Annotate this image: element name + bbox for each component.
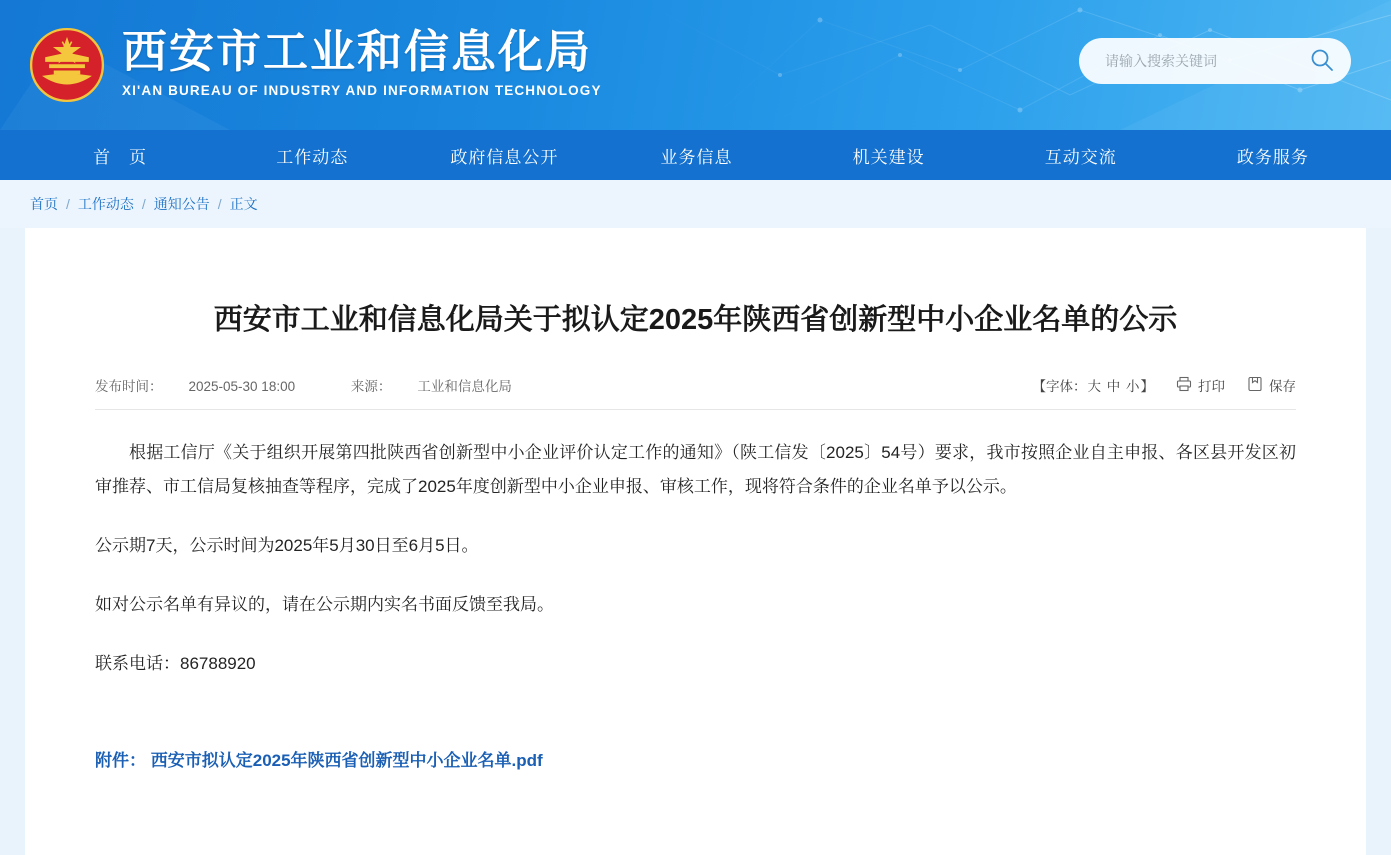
- page-background: [0, 228, 1391, 855]
- article-paragraph: 公示期7天，公示时间为2025年5月30日至6月5日。: [95, 535, 479, 555]
- font-size-small[interactable]: 小: [1126, 379, 1140, 395]
- search-icon: [1309, 47, 1335, 76]
- article-tools: [1032, 375, 1296, 395]
- site-title: 西安市工业和信息化局: [122, 26, 593, 78]
- search-input[interactable]: [1103, 52, 1307, 70]
- print-button[interactable]: [1176, 375, 1225, 395]
- site-header: [0, 0, 1391, 130]
- print-label: 打印: [1198, 379, 1225, 395]
- attachment-row: [95, 746, 1296, 771]
- breadcrumb-separator: /: [66, 196, 70, 212]
- nav-item-interaction[interactable]: 互动交流: [1044, 147, 1117, 167]
- site-title-block: [122, 28, 602, 97]
- search-button[interactable]: [1307, 46, 1337, 76]
- printer-icon: [1176, 376, 1192, 395]
- font-size-medium[interactable]: 中: [1106, 379, 1121, 395]
- national-emblem-icon: [28, 26, 106, 104]
- nav-item-home[interactable]: 首 页: [93, 147, 148, 167]
- publish-time: 发布时间： 2025-05-30 18:00: [95, 379, 296, 395]
- attachment-label: 附件：: [95, 751, 146, 771]
- nav-item-agency-building[interactable]: 机关建设: [852, 147, 925, 167]
- nav-item-business-info[interactable]: 业务信息: [660, 147, 733, 167]
- nav-item-services[interactable]: 政务服务: [1236, 147, 1309, 167]
- main-nav: [0, 130, 1391, 180]
- save-icon: [1247, 376, 1263, 395]
- article-meta-row: [95, 375, 1296, 407]
- article-paragraph: 联系电话：86788920: [95, 654, 256, 674]
- save-button[interactable]: [1247, 375, 1296, 395]
- font-size-large[interactable]: 大: [1087, 379, 1101, 395]
- article-source: 来源： 工业和信息化局: [350, 379, 512, 395]
- breadcrumb: [0, 180, 1391, 228]
- article-card: [25, 228, 1366, 855]
- attachment-link[interactable]: 西安市拟认定2025年陕西省创新型中小企业名单.pdf: [150, 751, 543, 771]
- article-body: [95, 436, 1296, 771]
- save-label: 保存: [1269, 379, 1296, 395]
- breadcrumb-separator: /: [217, 196, 222, 212]
- article-paragraph: 如对公示名单有异议的，请在公示期内实名书面反馈至我局。: [95, 594, 554, 614]
- main-nav-list: [24, 130, 1369, 180]
- search-box[interactable]: [1079, 38, 1351, 84]
- meta-divider: [95, 409, 1296, 410]
- nav-item-work-updates[interactable]: 工作动态: [276, 147, 349, 167]
- breadcrumb-separator: /: [141, 196, 146, 212]
- font-size-control[interactable]: 【字体：大 中 小】: [1032, 379, 1154, 395]
- breadcrumb-item-home[interactable]: 首页: [30, 196, 58, 212]
- breadcrumb-item-current: 正文: [229, 196, 258, 212]
- nav-item-government-info[interactable]: 政府信息公开: [450, 147, 559, 167]
- breadcrumb-item-announcements[interactable]: 通知公告: [153, 196, 210, 212]
- page-title: 西安市工业和信息化局关于拟认定2025年陕西省创新型中小企业名单的公示: [213, 304, 1178, 337]
- breadcrumb-item-work-updates[interactable]: 工作动态: [77, 196, 134, 212]
- site-subtitle: XI'AN BUREAU OF INDUSTRY AND INFORMATION TECHNOLOGY: [122, 82, 602, 98]
- article-paragraph: 根据工信厅《关于组织开展第四批陕西省创新型中小企业评价认定工作的通知》（陕工信发〔2025〕54号）要求，我市按照企业自主申报、各区县开发区初审推荐、市工信局复核抽查等程序，完成了2025年度创新型中小企业申报、审核工作，现将符合条件的企业名单予以公示。: [95, 443, 1296, 496]
- article-meta-left: [95, 375, 564, 395]
